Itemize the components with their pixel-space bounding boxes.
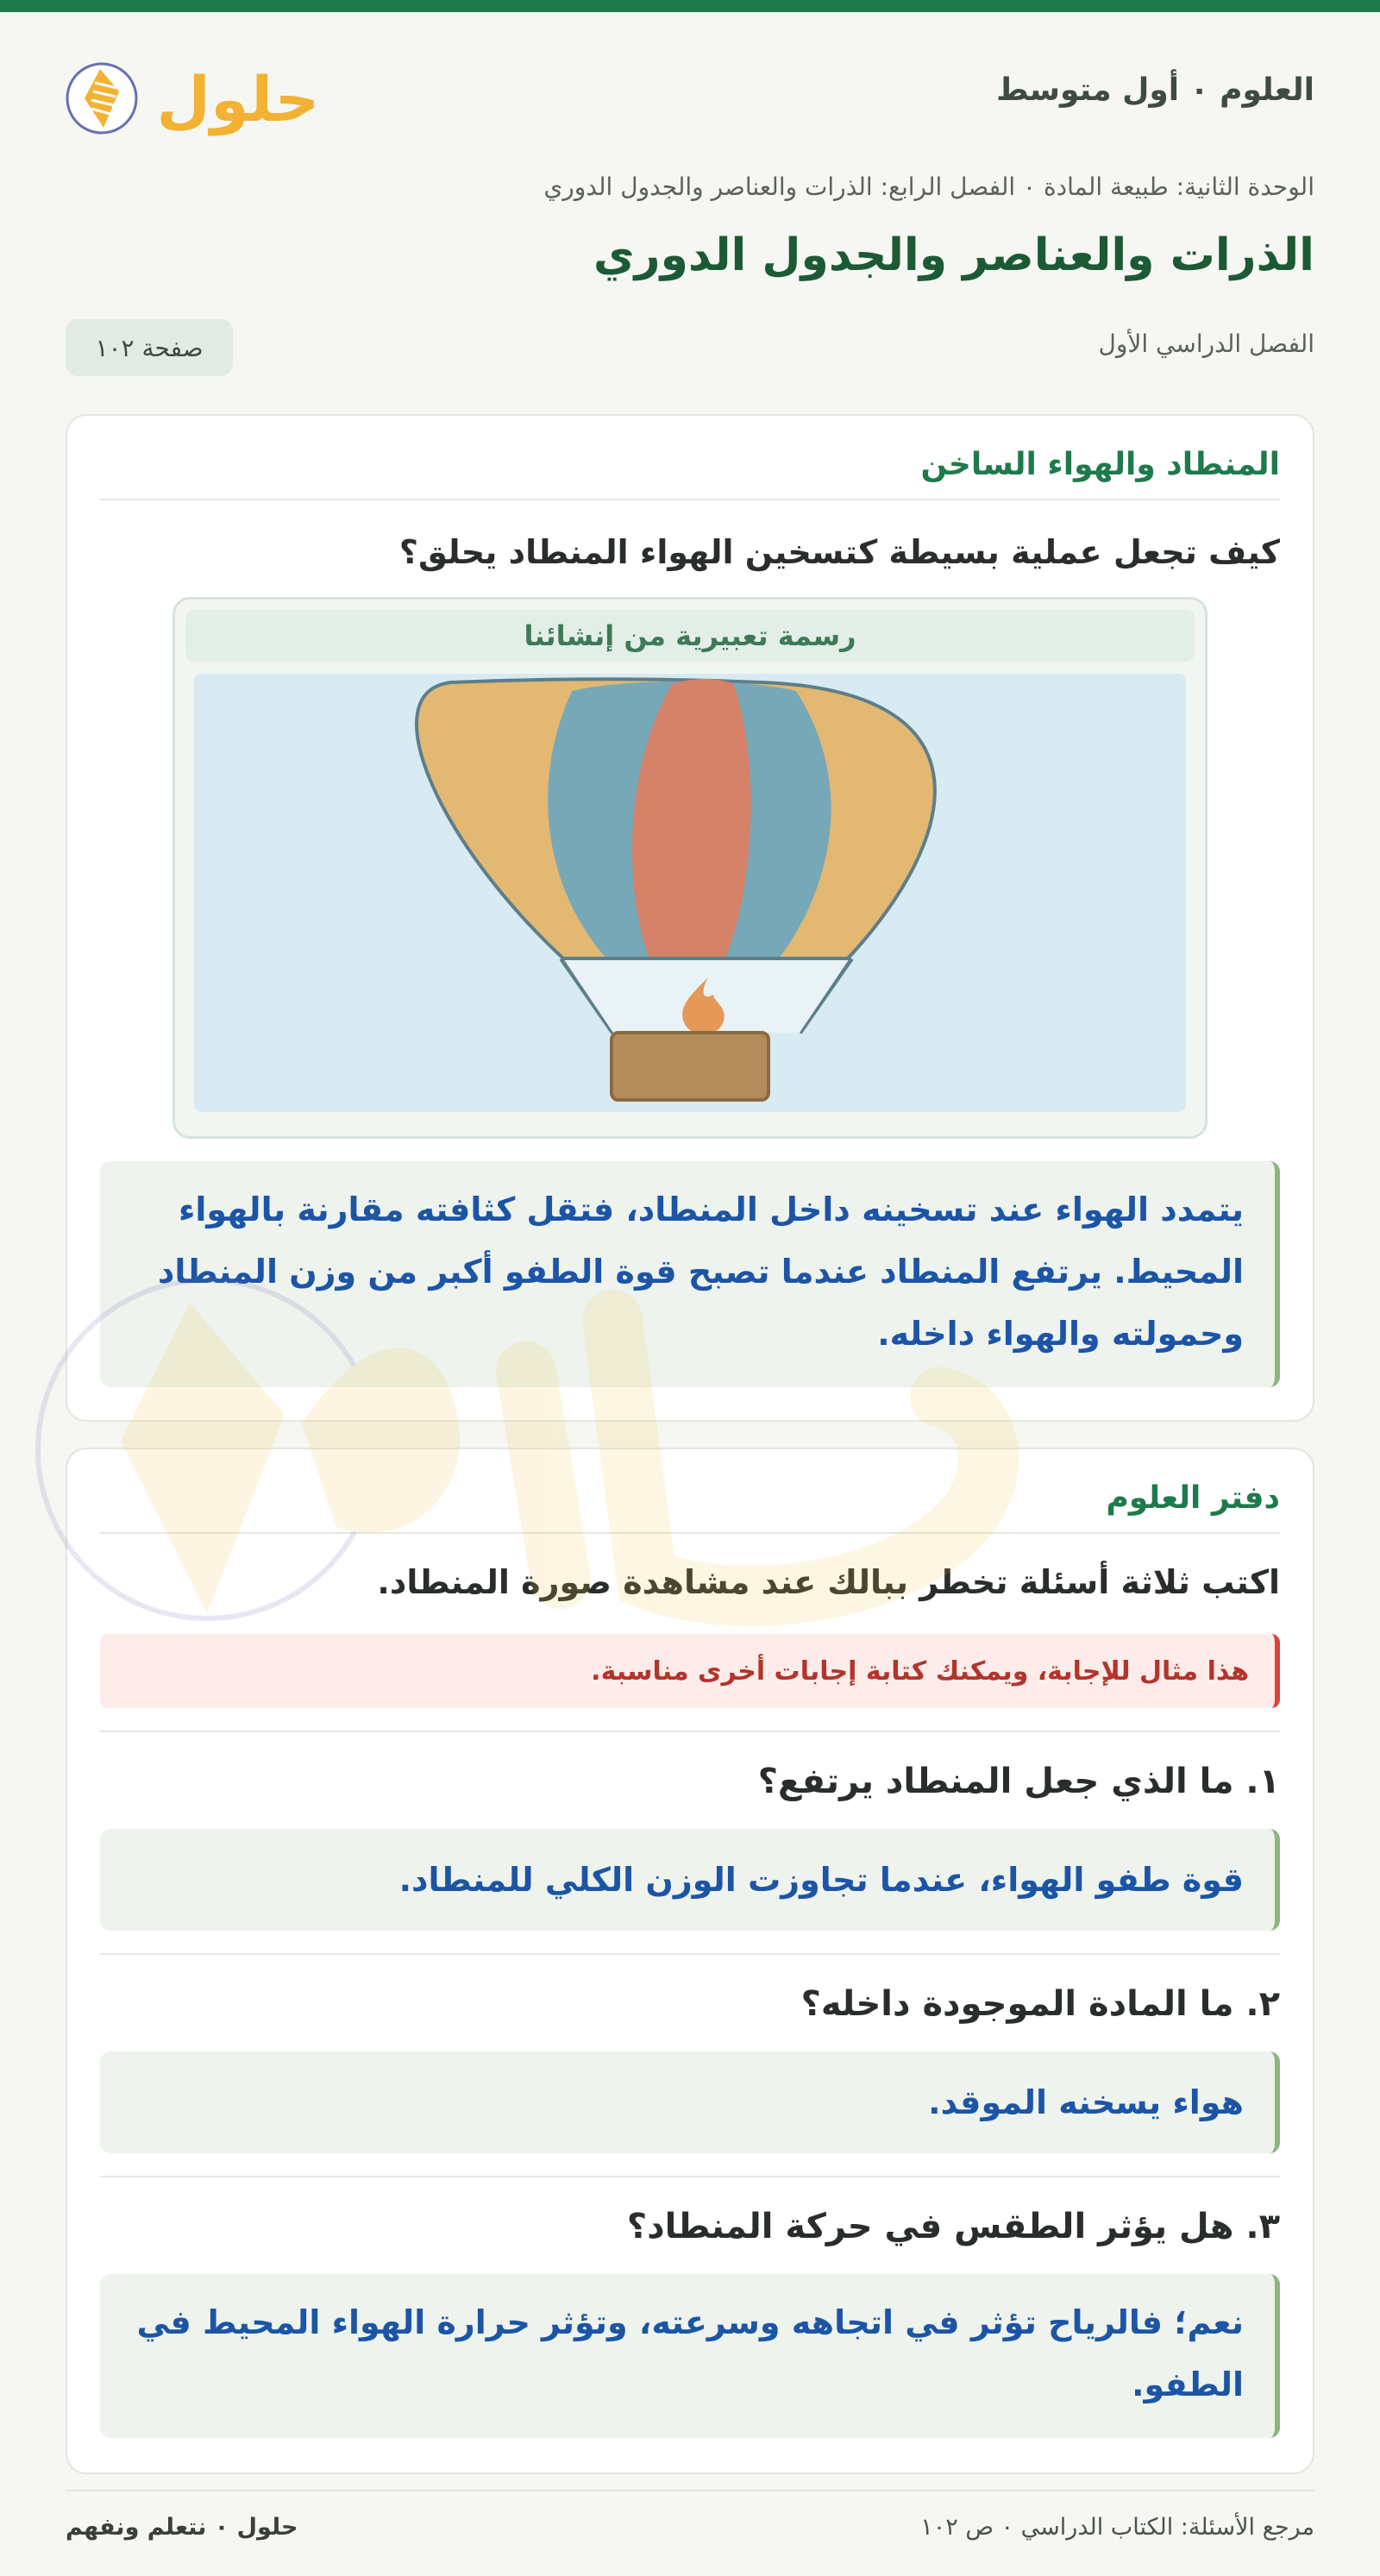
answer-box: نعم؛ فالرياح تؤثر في اتجاهه وسرعته، وتؤثر حرارة الهواء المحيط في الطفو. — [100, 2274, 1280, 2438]
meta-row — [66, 304, 1314, 390]
logo-wordmark: حلول — [156, 63, 320, 135]
answer-box: قوة طفو الهواء، عندما تجاوزت الوزن الكلي للمنطاد. — [100, 1829, 1280, 1931]
hulool-logo[interactable] — [66, 48, 320, 143]
header — [66, 12, 1314, 173]
page-badge: صفحة ١٠٢ — [66, 319, 233, 376]
divider — [100, 1953, 1280, 1955]
question-item: ١. ما الذي جعل المنطاد يرتفع؟ — [757, 1762, 1280, 1801]
page — [0, 12, 1380, 2474]
section-question: كيف تجعل عملية بسيطة كتسخين الهواء المنطاد يحلق؟ — [398, 533, 1280, 571]
top-accent-bar — [0, 0, 1380, 12]
figure-art — [194, 674, 1186, 1112]
footer — [66, 2490, 1314, 2576]
answer-box: هواء يسخنه الموقد. — [100, 2051, 1280, 2153]
page-title: الذرات والعناصر والجدول الدوري — [593, 229, 1314, 281]
footer-brand: حلول ٠ نتعلم ونفهم — [66, 2514, 298, 2541]
question-item: ٣. هل يؤثر الطقس في حركة المنطاد؟ — [626, 2207, 1280, 2246]
section-title: المنطاد والهواء الساخن — [100, 416, 1280, 500]
answer-box: يتمدد الهواء عند تسخينه داخل المنطاد، فتقل كثافته مقارنة بالهواء المحيط. يرتفع المنطاد عندما تصبح قوة الطفو أكبر من وزن المنطاد وحمولته والهواء داخله. — [100, 1161, 1280, 1387]
divider — [100, 2176, 1280, 2177]
science-notebook-card — [66, 1448, 1314, 2474]
semester-label: الفصل الدراسي الأول — [1098, 330, 1314, 358]
instruction: اكتب ثلاثة أسئلة تخطر ببالك عند مشاهدة صورة المنطاد. — [377, 1563, 1280, 1601]
balloon-figure — [172, 597, 1208, 1139]
basket-icon — [612, 1033, 768, 1100]
figure-caption: رسمة تعبيرية من إنشائنا — [185, 610, 1195, 662]
divider — [100, 1731, 1280, 1732]
footer-reference: مرجع الأسئلة: الكتاب الدراسي ٠ ص ١٠٢ — [920, 2514, 1314, 2541]
subject-label: العلوم ٠ أول متوسط — [996, 72, 1314, 108]
question-item: ٢. ما المادة الموجودة داخله؟ — [800, 1984, 1280, 2024]
hot-air-balloon-illustration — [192, 674, 1186, 1115]
breadcrumb: الوحدة الثانية: طبيعة المادة ٠ الفصل الرابع: الذرات والعناصر والجدول الدوري — [543, 173, 1314, 201]
section-balloon-card — [66, 414, 1314, 1422]
example-note: هذا مثال للإجابة، ويمكنك كتابة إجابات أخرى مناسبة. — [100, 1634, 1280, 1708]
section-title: دفتر العلوم — [100, 1449, 1280, 1534]
